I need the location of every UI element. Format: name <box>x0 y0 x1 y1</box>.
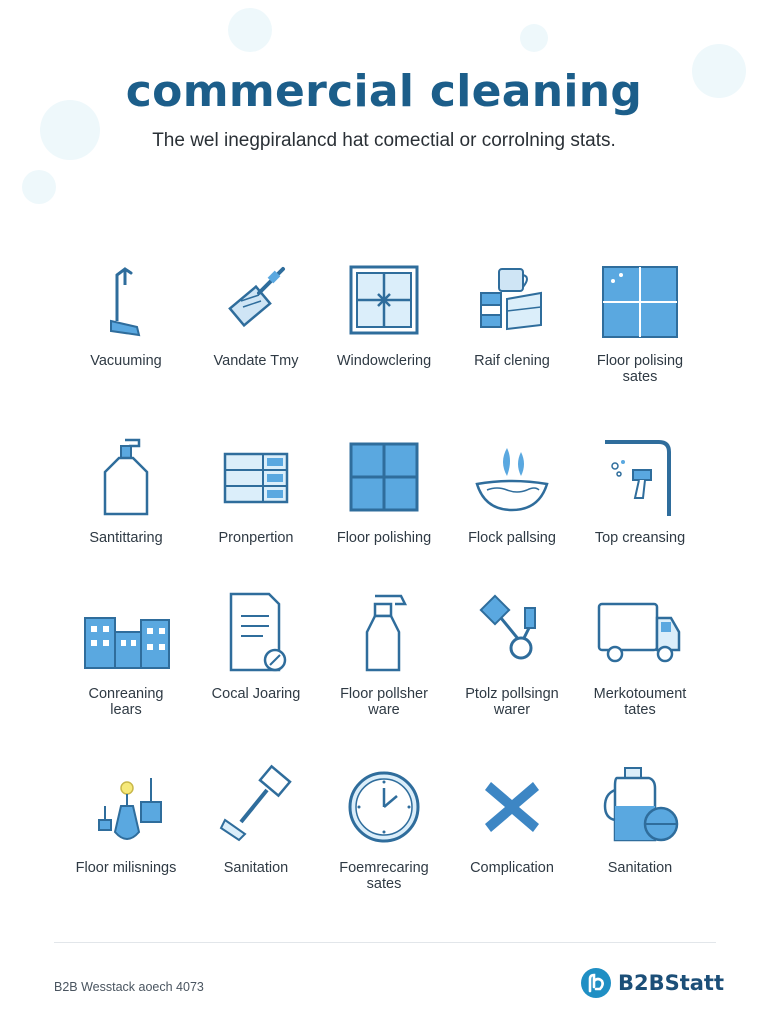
page-subtitle: The wel inegpiralancd hat comectial or corrolning stats. <box>152 130 616 151</box>
service-item-11 <box>60 588 192 718</box>
service-label: Vandate Tmy <box>213 353 299 369</box>
service-label: Floor polishing <box>336 530 432 546</box>
trigger-spray-icon <box>339 588 429 678</box>
vacuum-icon <box>81 255 171 345</box>
service-label: Flock pallsing <box>468 530 556 546</box>
service-item-16 <box>60 762 192 876</box>
b2b-logo-icon <box>580 967 612 999</box>
service-label: Vacuuming <box>90 353 162 369</box>
jug-icon <box>595 762 685 852</box>
service-label: Ptolz pollsingn warer <box>465 686 559 718</box>
service-item-complication <box>446 762 578 876</box>
service-item-sanitizing <box>60 432 192 546</box>
service-label: Floor polising sates <box>596 353 684 385</box>
background-bubble <box>22 170 56 204</box>
page-title: commercial cleaning <box>125 66 643 117</box>
clock-icon <box>339 762 429 852</box>
mop-tools-icon <box>467 588 557 678</box>
service-item-18 <box>318 762 450 892</box>
footer-divider <box>54 942 716 943</box>
blue-window-icon <box>339 432 429 522</box>
supplies-stack-icon <box>467 255 557 345</box>
service-item-sanitation-2 <box>574 762 706 876</box>
service-label: Floor pollsher ware <box>340 686 428 718</box>
service-label: Sanitation <box>223 860 289 876</box>
service-item-floor-polishing <box>574 255 706 385</box>
background-bubble <box>520 24 548 52</box>
service-item-9 <box>446 432 578 546</box>
service-item-15 <box>574 588 706 718</box>
squeegee-icon <box>211 762 301 852</box>
service-item-floor-polishing-2 <box>318 432 450 546</box>
service-label: Sanitation <box>607 860 673 876</box>
spray-bottle-icon <box>81 432 171 522</box>
buildings-icon <box>81 588 171 678</box>
service-item-13 <box>318 588 450 718</box>
spray-pipe-icon <box>595 432 685 522</box>
service-label: Foemrecaring sates <box>339 860 429 892</box>
background-bubble <box>228 8 272 52</box>
footer-text: B2B Wesstack aoech 4073 <box>54 980 204 994</box>
brand-logo[interactable] <box>580 966 724 1000</box>
brand-name: B2BStatt <box>617 971 724 995</box>
service-label: Raif clening <box>474 353 550 369</box>
service-label: Top creansing <box>594 530 686 546</box>
document-icon <box>211 588 301 678</box>
service-item-vacuuming <box>60 255 192 369</box>
service-label: Windowclering <box>336 353 432 369</box>
service-item-window-cleaning <box>318 255 450 369</box>
service-label: Santittaring <box>89 530 163 546</box>
service-item-14 <box>446 588 578 718</box>
steam-bowl-icon <box>467 432 557 522</box>
service-item-2 <box>190 255 322 369</box>
service-label: Cocal Joaring <box>211 686 301 702</box>
service-label: Floor milisnings <box>75 860 177 876</box>
service-item-10 <box>574 432 706 546</box>
service-item-12 <box>190 588 322 702</box>
hanging-bottles-icon <box>81 762 171 852</box>
service-label: Complication <box>470 860 554 876</box>
service-item-4 <box>446 255 578 369</box>
x-mark-icon <box>467 762 557 852</box>
window-icon <box>339 255 429 345</box>
service-label: Pronpertion <box>218 530 294 546</box>
service-item-sanitation <box>190 762 322 876</box>
cabinet-icon <box>211 432 301 522</box>
scraper-tool-icon <box>211 255 301 345</box>
truck-icon <box>595 588 685 678</box>
service-label: Merkotoument tates <box>593 686 687 718</box>
tile-panel-icon <box>595 255 685 345</box>
service-item-7 <box>190 432 322 546</box>
service-label: Conreaning lears <box>88 686 164 718</box>
